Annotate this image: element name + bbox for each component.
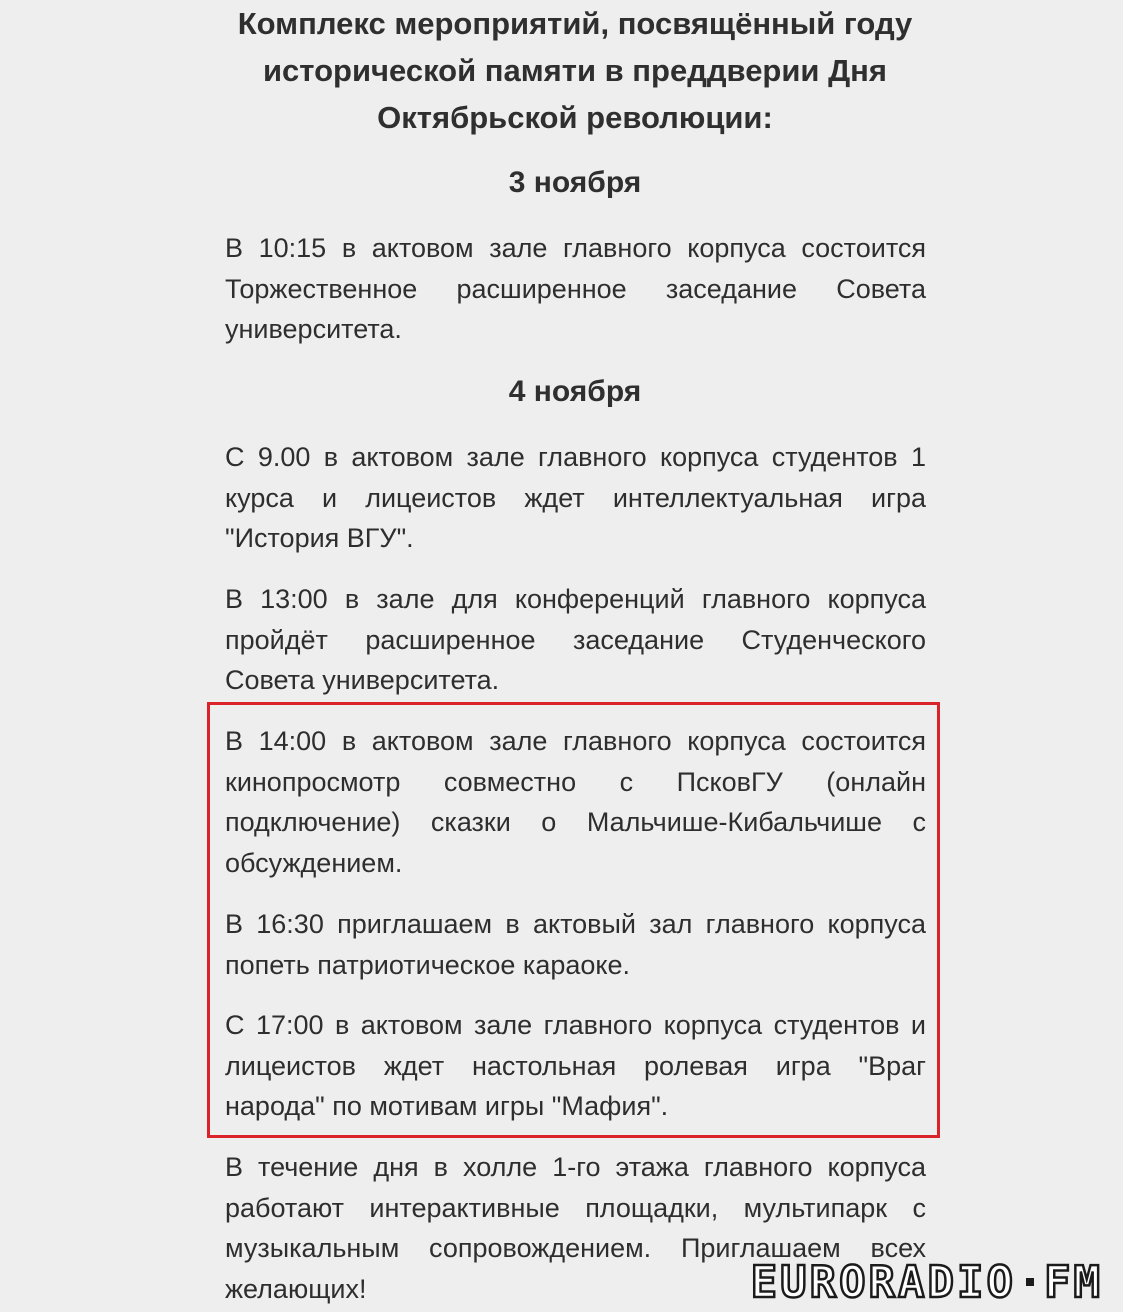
- event-paragraph: В 10:15 в актовом зале главного корпуса состоится Торжественное расширенное заседание Совета университета.: [225, 233, 926, 345]
- event-paragraph: В течение дня в холле 1-го этажа главного корпуса работают интерактивные площадки, мультипарк с музыкальным сопровождением. Приглашаем всех желающих!: [225, 1152, 926, 1305]
- logo-text-right: FM: [1044, 1256, 1103, 1308]
- page-title: Комплекс мероприятий, посвящённый году исторической памяти в преддверии Дня Октябрьской революции:: [237, 6, 913, 135]
- day-heading-nov-4: 4 ноября: [508, 375, 642, 408]
- event-paragraph: С 9.00 в актовом зале главного корпуса студентов 1 курса и лицеистов ждет интеллектуальная игра "История ВГУ".: [225, 442, 926, 554]
- logo-text-left: EURORADIO: [750, 1256, 1017, 1308]
- event-paragraph: С 17:00 в актовом зале главного корпуса студентов и лицеистов ждет настольная ролевая игра "Враг народа" по мотивам игры "Мафия".: [225, 1010, 926, 1122]
- event-paragraph: В 16:30 приглашаем в актовый зал главного корпуса попеть патриотическое караоке.: [225, 909, 926, 980]
- event-paragraph: В 13:00 в зале для конференций главного корпуса пройдёт расширенное заседание Студенческого Совета университета.: [225, 584, 926, 696]
- event-paragraph: В 14:00 в актовом зале главного корпуса состоится кинопросмотр совместно с ПсковГУ (онлайн подключение) сказки о Мальчише-Кибальчише с обсуждением.: [225, 726, 926, 879]
- euroradio-logo: [750, 1256, 1103, 1308]
- logo-dot-icon: [1026, 1278, 1034, 1286]
- day-heading-nov-3: 3 ноября: [508, 166, 642, 199]
